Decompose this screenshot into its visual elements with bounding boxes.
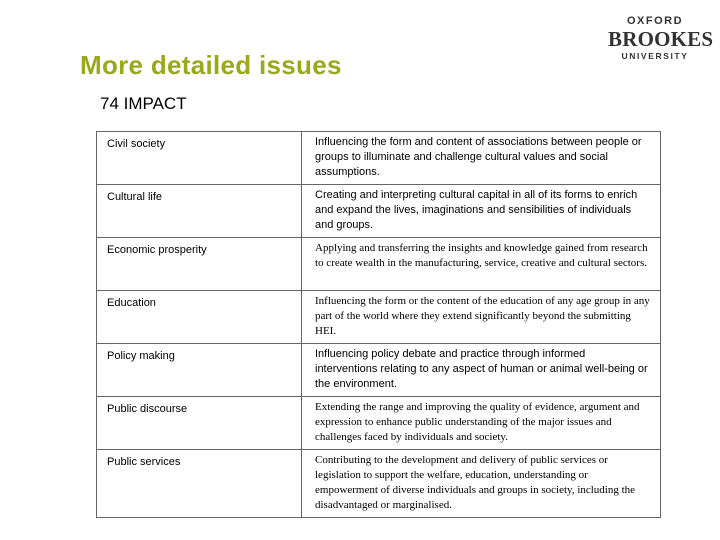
description-cell: Creating and interpreting cultural capital in all of its forms to enrich and expand the lives, imaginations and sensibilities of individuals and groups.: [302, 185, 661, 238]
table-row: [97, 185, 661, 238]
description-cell: Applying and transferring the insights and knowledge gained from research to create wealth in the manufacturing, service, creative and cultural sectors.: [302, 238, 661, 291]
logo-line-university: UNIVERSITY: [621, 51, 689, 61]
slide-subtitle: 74 IMPACT: [100, 94, 187, 113]
impact-table: [96, 131, 661, 518]
category-cell: Policy making: [97, 344, 302, 397]
category-cell: Economic prosperity: [97, 238, 302, 291]
description-cell: Contributing to the development and delivery of public services or legislation to support the welfare, education, understanding or empowerment of diverse individuals and groups in society, including the disadvantaged or marginalised.: [302, 450, 661, 518]
description-cell: Influencing policy debate and practice through informed interventions relating to any aspect of human or animal well-being or the environment.: [302, 344, 661, 397]
table-row: [97, 132, 661, 185]
description-cell: Influencing the form or the content of the education of any age group in any part of the world where they extend significantly beyond the submitting HEI.: [302, 291, 661, 344]
table-row: [97, 238, 661, 291]
table-row: [97, 450, 661, 518]
table-row: [97, 397, 661, 450]
category-cell: Education: [97, 291, 302, 344]
category-cell: Cultural life: [97, 185, 302, 238]
university-logo: [608, 15, 714, 61]
table-row: [97, 291, 661, 344]
description-cell: Influencing the form and content of associations between people or groups to illuminate and challenge cultural values and social assumptions.: [302, 132, 661, 185]
logo-line-brookes: BROOKES: [608, 27, 714, 51]
slide-title: More detailed issues: [80, 50, 342, 80]
category-cell: Civil society: [97, 132, 302, 185]
table-row: [97, 344, 661, 397]
category-cell: Public services: [97, 450, 302, 518]
category-cell: Public discourse: [97, 397, 302, 450]
logo-line-oxford: OXFORD: [626, 15, 684, 27]
description-cell: Extending the range and improving the quality of evidence, argument and expression to enhance public understanding of the major issues and challenges faced by individuals and society.: [302, 397, 661, 450]
